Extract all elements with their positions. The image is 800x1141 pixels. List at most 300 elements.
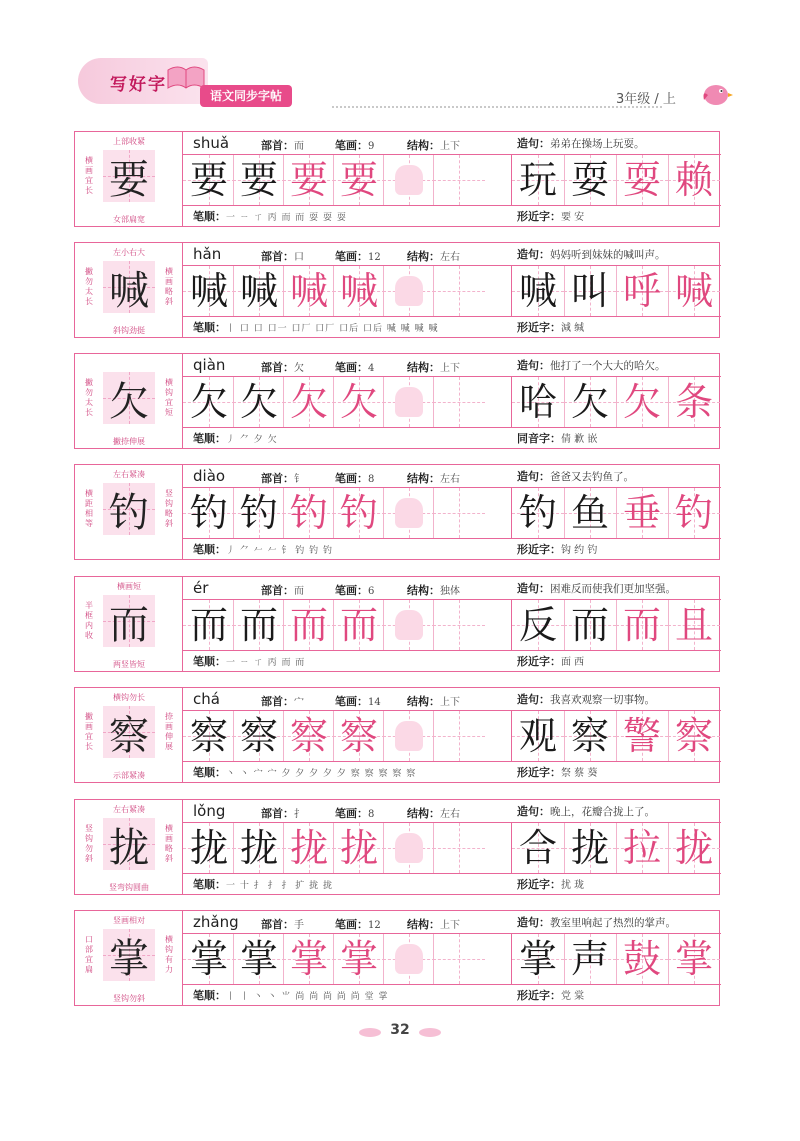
order-value: 丶 丶 宀 宀 夕 夕 夕 夕 夕 察 察 察 察 察 [226, 769, 417, 779]
tracing-cell[interactable] [283, 711, 335, 761]
structure-value: 独体 [440, 586, 460, 597]
word-practice-character: 拢 [570, 826, 609, 870]
tracing-cell[interactable] [433, 377, 485, 427]
bird-icon [698, 78, 734, 108]
grid-gap [483, 265, 511, 317]
related-value: 倩 歉 嵌 [561, 434, 598, 445]
tracing-character: 而 [289, 603, 328, 647]
stroke-order [193, 319, 438, 335]
grade-label: 3年级 / 上 [616, 92, 676, 107]
structure-field [407, 359, 460, 375]
tip-bottom: 两竖皆短 [113, 660, 145, 669]
word-practice-character: 钓 [674, 491, 713, 535]
faded-character-shape [395, 721, 423, 751]
word-practice-character: 垂 [622, 491, 661, 535]
word-practice-cell[interactable] [668, 934, 720, 984]
word-practice-character: 玩 [518, 158, 557, 202]
model-character: 察 [109, 713, 149, 759]
tip-left: 撇画宜长 [85, 712, 93, 751]
strokes-field [335, 359, 374, 375]
related-value: 要 安 [561, 212, 585, 223]
word-practice-character: 声 [570, 937, 609, 981]
word-practice-grid [511, 376, 721, 428]
word-practice-grid [511, 599, 721, 651]
tracing-cell[interactable] [233, 934, 285, 984]
word-practice-cell[interactable] [616, 600, 668, 650]
header-divider [332, 106, 662, 108]
cell-divider [433, 155, 434, 205]
cell-divider [433, 711, 434, 761]
word-practice-cell[interactable] [512, 266, 564, 316]
word-practice-cell[interactable] [616, 934, 668, 984]
tracing-cell[interactable] [433, 155, 485, 205]
word-practice-character: 合 [518, 826, 557, 870]
cell-divider [433, 488, 434, 538]
strokes-label: 笔画： [335, 139, 368, 152]
model-character: 喊 [109, 268, 149, 314]
order-value: 丿 ⺈ 𠂉 𠂉 钅 钓 钓 钓 [226, 546, 334, 556]
tip-bottom: 竖弯钩圆曲 [109, 883, 149, 892]
grid-gap [483, 599, 511, 651]
word-practice-cell[interactable] [668, 266, 720, 316]
word-practice-grid [511, 822, 721, 874]
tip-right: 横画略斜 [165, 824, 173, 863]
word-practice-cell[interactable] [668, 600, 720, 650]
tracing-character: 欠 [289, 380, 328, 424]
word-practice-cell[interactable] [512, 488, 564, 538]
word-practice-character: 反 [518, 603, 557, 647]
order-label: 笔顺： [193, 321, 226, 334]
tracing-grid [183, 154, 483, 206]
tracing-cell[interactable] [233, 488, 285, 538]
structure-value: 左右 [440, 474, 460, 485]
strokes-label: 笔画： [335, 472, 368, 485]
word-practice-character: 掌 [674, 937, 713, 981]
tracing-cell[interactable] [433, 488, 485, 538]
radical-label: 部首： [261, 472, 294, 485]
faded-character-shape [395, 944, 423, 974]
structure-label: 结构： [407, 807, 440, 820]
tracing-cell[interactable] [183, 711, 235, 761]
tracing-cell[interactable] [233, 266, 285, 316]
radical-field [261, 693, 304, 709]
word-practice-character: 条 [674, 380, 713, 424]
related-characters [517, 208, 584, 224]
model-character: 掌 [109, 936, 149, 982]
character-row [74, 242, 720, 338]
word-practice-grid [511, 710, 721, 762]
order-label: 笔顺： [193, 543, 226, 556]
tracing-character: 拢 [189, 826, 228, 870]
tracing-cell[interactable] [333, 377, 385, 427]
sentence-label: 造句： [517, 359, 550, 372]
faded-character-shape [395, 387, 423, 417]
tracing-grid [183, 710, 483, 762]
model-character-cell [75, 243, 183, 337]
pinyin: zhǎng [193, 913, 239, 931]
model-character-cell [75, 465, 183, 559]
brand-title: 写好字 [110, 75, 167, 95]
tracing-cell[interactable] [333, 823, 385, 873]
tracing-grid [183, 487, 483, 539]
tip-left: 撇勿太长 [85, 267, 93, 306]
radical-value: 扌 [294, 809, 304, 820]
model-character-cell [75, 577, 183, 671]
order-value: 一 ㄧ ㄒ 丙 而 而 [226, 658, 306, 668]
sentence-text: 妈妈听到妹妹的喊叫声。 [550, 249, 666, 261]
tracing-cell[interactable] [183, 377, 235, 427]
faded-character-shape [395, 498, 423, 528]
radical-label: 部首： [261, 584, 294, 597]
tracing-cell[interactable] [233, 155, 285, 205]
tracing-character: 拢 [239, 826, 278, 870]
grid-gap [483, 154, 511, 206]
word-practice-cell[interactable] [616, 823, 668, 873]
tip-top: 左右紧凑 [113, 470, 145, 479]
word-practice-character: 鱼 [570, 491, 609, 535]
sentence-label: 造句： [517, 248, 550, 261]
tracing-cell[interactable] [283, 488, 335, 538]
tracing-cell[interactable] [183, 155, 235, 205]
word-practice-cell[interactable] [512, 711, 564, 761]
related-characters [517, 987, 584, 1003]
character-row [74, 799, 720, 895]
order-label: 笔顺： [193, 210, 226, 223]
radical-value: 口 [294, 252, 304, 263]
order-label: 笔顺： [193, 432, 226, 445]
tracing-cell[interactable] [183, 823, 235, 873]
stroke-order [193, 208, 347, 224]
tracing-cell[interactable] [233, 600, 285, 650]
related-value: 減 缄 [561, 323, 585, 334]
word-practice-cell[interactable] [668, 823, 720, 873]
tracing-grid [183, 599, 483, 651]
word-practice-cell[interactable] [564, 934, 616, 984]
word-practice-character: 而 [570, 603, 609, 647]
word-practice-cell[interactable] [616, 488, 668, 538]
tip-left: 半框内收 [85, 601, 93, 640]
tracing-cell[interactable] [233, 377, 285, 427]
word-practice-character: 欠 [570, 380, 609, 424]
tip-top: 竖画相对 [113, 916, 145, 925]
pinyin: qiàn [193, 356, 226, 374]
tracing-cell[interactable] [283, 155, 335, 205]
pinyin: chá [193, 690, 220, 708]
tracing-cell[interactable] [183, 600, 235, 650]
tracing-cell[interactable] [433, 266, 485, 316]
related-label: 形近字： [517, 321, 561, 334]
faded-character-shape [395, 165, 423, 195]
tracing-character: 而 [239, 603, 278, 647]
strokes-value: 14 [368, 697, 381, 708]
tracing-cell[interactable] [183, 266, 235, 316]
tracing-character: 要 [189, 158, 228, 202]
model-character-cell [75, 132, 183, 226]
word-practice-character: 警 [622, 714, 661, 758]
tip-left: 竖钩勿斜 [85, 824, 93, 863]
tracing-cell[interactable] [383, 600, 435, 650]
sentence-text: 晚上，花瓣合拢上了。 [550, 806, 655, 818]
model-character: 钓 [109, 490, 149, 536]
structure-label: 结构： [407, 695, 440, 708]
sentence-label: 造句： [517, 582, 550, 595]
tracing-cell[interactable] [383, 711, 435, 761]
character-row [74, 353, 720, 449]
faded-character-shape [395, 610, 423, 640]
tip-top: 左小右大 [113, 248, 145, 257]
order-label: 笔顺： [193, 766, 226, 779]
structure-field [407, 137, 460, 153]
word-practice-cell[interactable] [512, 600, 564, 650]
tip-bottom: 撇捺伸展 [113, 437, 145, 446]
tracing-cell[interactable] [433, 711, 485, 761]
sentence-text: 他打了一个大大的哈欠。 [550, 360, 666, 372]
radical-value: 宀 [294, 697, 304, 708]
word-practice-character: 耍 [570, 158, 609, 202]
radical-value: 欠 [294, 363, 304, 374]
faded-character-shape [395, 833, 423, 863]
character-row [74, 687, 720, 783]
character-row [74, 464, 720, 560]
tracing-character: 钓 [339, 491, 378, 535]
tip-bottom: 斜钩劲挺 [113, 326, 145, 335]
structure-field [407, 805, 460, 821]
tracing-cell[interactable] [183, 934, 235, 984]
grid-gap [483, 487, 511, 539]
word-practice-character: 呼 [622, 269, 661, 313]
tracing-character: 掌 [239, 937, 278, 981]
tracing-cell[interactable] [433, 823, 485, 873]
word-practice-cell[interactable] [512, 934, 564, 984]
word-practice-character: 察 [570, 714, 609, 758]
tracing-cell[interactable] [433, 600, 485, 650]
tracing-cell[interactable] [333, 600, 385, 650]
strokes-value: 12 [368, 252, 381, 263]
structure-field [407, 916, 460, 932]
structure-label: 结构： [407, 361, 440, 374]
tip-right: 横钩宜短 [165, 378, 173, 417]
stroke-order [193, 876, 333, 892]
order-value: 一 十 扌 扌 扌 扩 拢 拢 [226, 881, 334, 891]
tracing-character: 要 [339, 158, 378, 202]
word-practice-character: 拉 [622, 826, 661, 870]
tracing-cell[interactable] [283, 266, 335, 316]
tracing-cell[interactable] [333, 155, 385, 205]
related-label: 形近字： [517, 210, 561, 223]
word-practice-character: 赖 [674, 158, 713, 202]
tracing-cell[interactable] [233, 711, 285, 761]
stroke-order [193, 541, 333, 557]
strokes-field [335, 805, 374, 821]
order-value: 丨 口 口 口一 口厂 口厂 口后 口后 喊 喊 喊 喊 [226, 324, 439, 334]
structure-label: 结构： [407, 584, 440, 597]
stroke-order [193, 430, 278, 446]
tracing-cell[interactable] [183, 488, 235, 538]
word-practice-cell[interactable] [512, 155, 564, 205]
radical-label: 部首： [261, 695, 294, 708]
page-header [70, 40, 740, 110]
model-character: 拢 [109, 825, 149, 871]
tip-top: 上部收紧 [113, 137, 145, 146]
tracing-character: 而 [189, 603, 228, 647]
strokes-label: 笔画： [335, 918, 368, 931]
word-practice-cell[interactable] [564, 711, 616, 761]
tracing-cell[interactable] [383, 377, 435, 427]
order-value: 丨 丨 丶 丶 ⺌ 尚 尚 尚 尚 尚 堂 掌 [226, 992, 389, 1002]
related-value: 面 西 [561, 657, 585, 668]
pinyin: shuǎ [193, 134, 230, 152]
stroke-order [193, 653, 305, 669]
structure-value: 上下 [440, 141, 460, 152]
word-practice-cell[interactable] [512, 823, 564, 873]
strokes-value: 9 [368, 141, 375, 152]
order-label: 笔顺： [193, 655, 226, 668]
word-practice-cell[interactable] [668, 377, 720, 427]
word-practice-cell[interactable] [668, 155, 720, 205]
tracing-character: 察 [239, 714, 278, 758]
strokes-value: 6 [368, 586, 375, 597]
word-practice-cell[interactable] [512, 377, 564, 427]
structure-label: 结构： [407, 139, 440, 152]
tracing-character: 要 [289, 158, 328, 202]
tracing-cell[interactable] [233, 823, 285, 873]
word-practice-cell[interactable] [564, 488, 616, 538]
word-practice-cell[interactable] [616, 266, 668, 316]
structure-value: 上下 [440, 920, 460, 931]
grid-gap [483, 376, 511, 428]
word-practice-character: 掌 [518, 937, 557, 981]
page-number: 32 [355, 1022, 445, 1044]
sentence-label: 造句： [517, 137, 550, 150]
tracing-cell[interactable] [283, 823, 335, 873]
strokes-label: 笔画： [335, 250, 368, 263]
example-sentence [517, 691, 655, 707]
word-practice-grid [511, 154, 721, 206]
word-practice-character: 叫 [570, 269, 609, 313]
word-practice-cell[interactable] [668, 488, 720, 538]
sentence-text: 爸爸又去钓鱼了。 [550, 471, 634, 483]
tracing-grid [183, 265, 483, 317]
strokes-value: 12 [368, 920, 381, 931]
tracing-cell[interactable] [383, 155, 435, 205]
tracing-character: 欠 [339, 380, 378, 424]
model-character-cell [75, 911, 183, 1005]
sentence-text: 困难反而使我们更加坚强。 [550, 583, 676, 595]
related-characters [517, 764, 597, 780]
grid-gap [483, 933, 511, 985]
word-practice-character: 拢 [674, 826, 713, 870]
radical-field [261, 359, 304, 375]
radical-field [261, 916, 304, 932]
word-practice-cell[interactable] [564, 266, 616, 316]
strokes-value: 4 [368, 363, 375, 374]
tracing-cell[interactable] [333, 711, 385, 761]
subtitle-badge: 语文同步字帖 [200, 85, 292, 107]
tracing-character: 察 [289, 714, 328, 758]
tracing-cell[interactable] [333, 266, 385, 316]
grid-gap [483, 710, 511, 762]
related-characters [517, 541, 597, 557]
sentence-label: 造句： [517, 916, 550, 929]
tracing-cell[interactable] [333, 934, 385, 984]
radical-value: 而 [294, 141, 304, 152]
tracing-character: 察 [339, 714, 378, 758]
order-label: 笔顺： [193, 989, 226, 1002]
word-practice-character: 喊 [518, 269, 557, 313]
strokes-value: 8 [368, 474, 375, 485]
structure-field [407, 248, 460, 264]
word-practice-grid [511, 265, 721, 317]
related-characters [517, 876, 584, 892]
model-character: 而 [109, 602, 149, 648]
related-characters [517, 319, 584, 335]
tracing-cell[interactable] [283, 377, 335, 427]
word-practice-cell[interactable] [616, 711, 668, 761]
cell-divider [433, 934, 434, 984]
structure-value: 上下 [440, 363, 460, 374]
tracing-cell[interactable] [383, 823, 435, 873]
tracing-cell[interactable] [333, 488, 385, 538]
tracing-cell[interactable] [433, 934, 485, 984]
tracing-character: 掌 [189, 937, 228, 981]
word-practice-cell[interactable] [564, 600, 616, 650]
tracing-character: 喊 [239, 269, 278, 313]
related-label: 形近字： [517, 766, 561, 779]
tracing-cell[interactable] [283, 600, 335, 650]
tracing-character: 拢 [339, 826, 378, 870]
structure-value: 左右 [440, 252, 460, 263]
tip-left: 横画宜长 [85, 156, 93, 195]
order-value: 一 ㄧ ㄒ 丙 而 而 耍 耍 耍 [226, 213, 347, 223]
radical-label: 部首： [261, 918, 294, 931]
strokes-field [335, 693, 381, 709]
related-value: 钩 约 钓 [561, 545, 598, 556]
radical-value: 而 [294, 586, 304, 597]
word-practice-cell[interactable] [564, 823, 616, 873]
example-sentence [517, 468, 634, 484]
structure-value: 左右 [440, 809, 460, 820]
tracing-cell[interactable] [383, 266, 435, 316]
word-practice-cell[interactable] [564, 377, 616, 427]
faded-character-shape [395, 276, 423, 306]
radical-value: 手 [294, 920, 304, 931]
example-sentence [517, 580, 676, 596]
tracing-cell[interactable] [383, 934, 435, 984]
tracing-cell[interactable] [283, 934, 335, 984]
word-practice-cell[interactable] [616, 155, 668, 205]
cell-divider [433, 377, 434, 427]
related-label: 形近字： [517, 543, 561, 556]
related-label: 同音字： [517, 432, 561, 445]
word-practice-cell[interactable] [616, 377, 668, 427]
tracing-grid [183, 933, 483, 985]
radical-value: 钅 [294, 474, 304, 485]
radical-label: 部首： [261, 807, 294, 820]
word-practice-character: 而 [622, 603, 661, 647]
tracing-character: 要 [239, 158, 278, 202]
tip-right: 横画略斜 [165, 267, 173, 306]
tip-bottom: 女部扁宽 [113, 215, 145, 224]
strokes-field [335, 248, 381, 264]
example-sentence [517, 135, 645, 151]
tracing-cell[interactable] [383, 488, 435, 538]
tip-top: 横画短 [117, 582, 141, 591]
radical-label: 部首： [261, 139, 294, 152]
order-value: 丿 ⺈ 夕 欠 [226, 435, 278, 445]
word-practice-cell[interactable] [668, 711, 720, 761]
word-practice-cell[interactable] [564, 155, 616, 205]
word-practice-character: 欠 [622, 380, 661, 424]
